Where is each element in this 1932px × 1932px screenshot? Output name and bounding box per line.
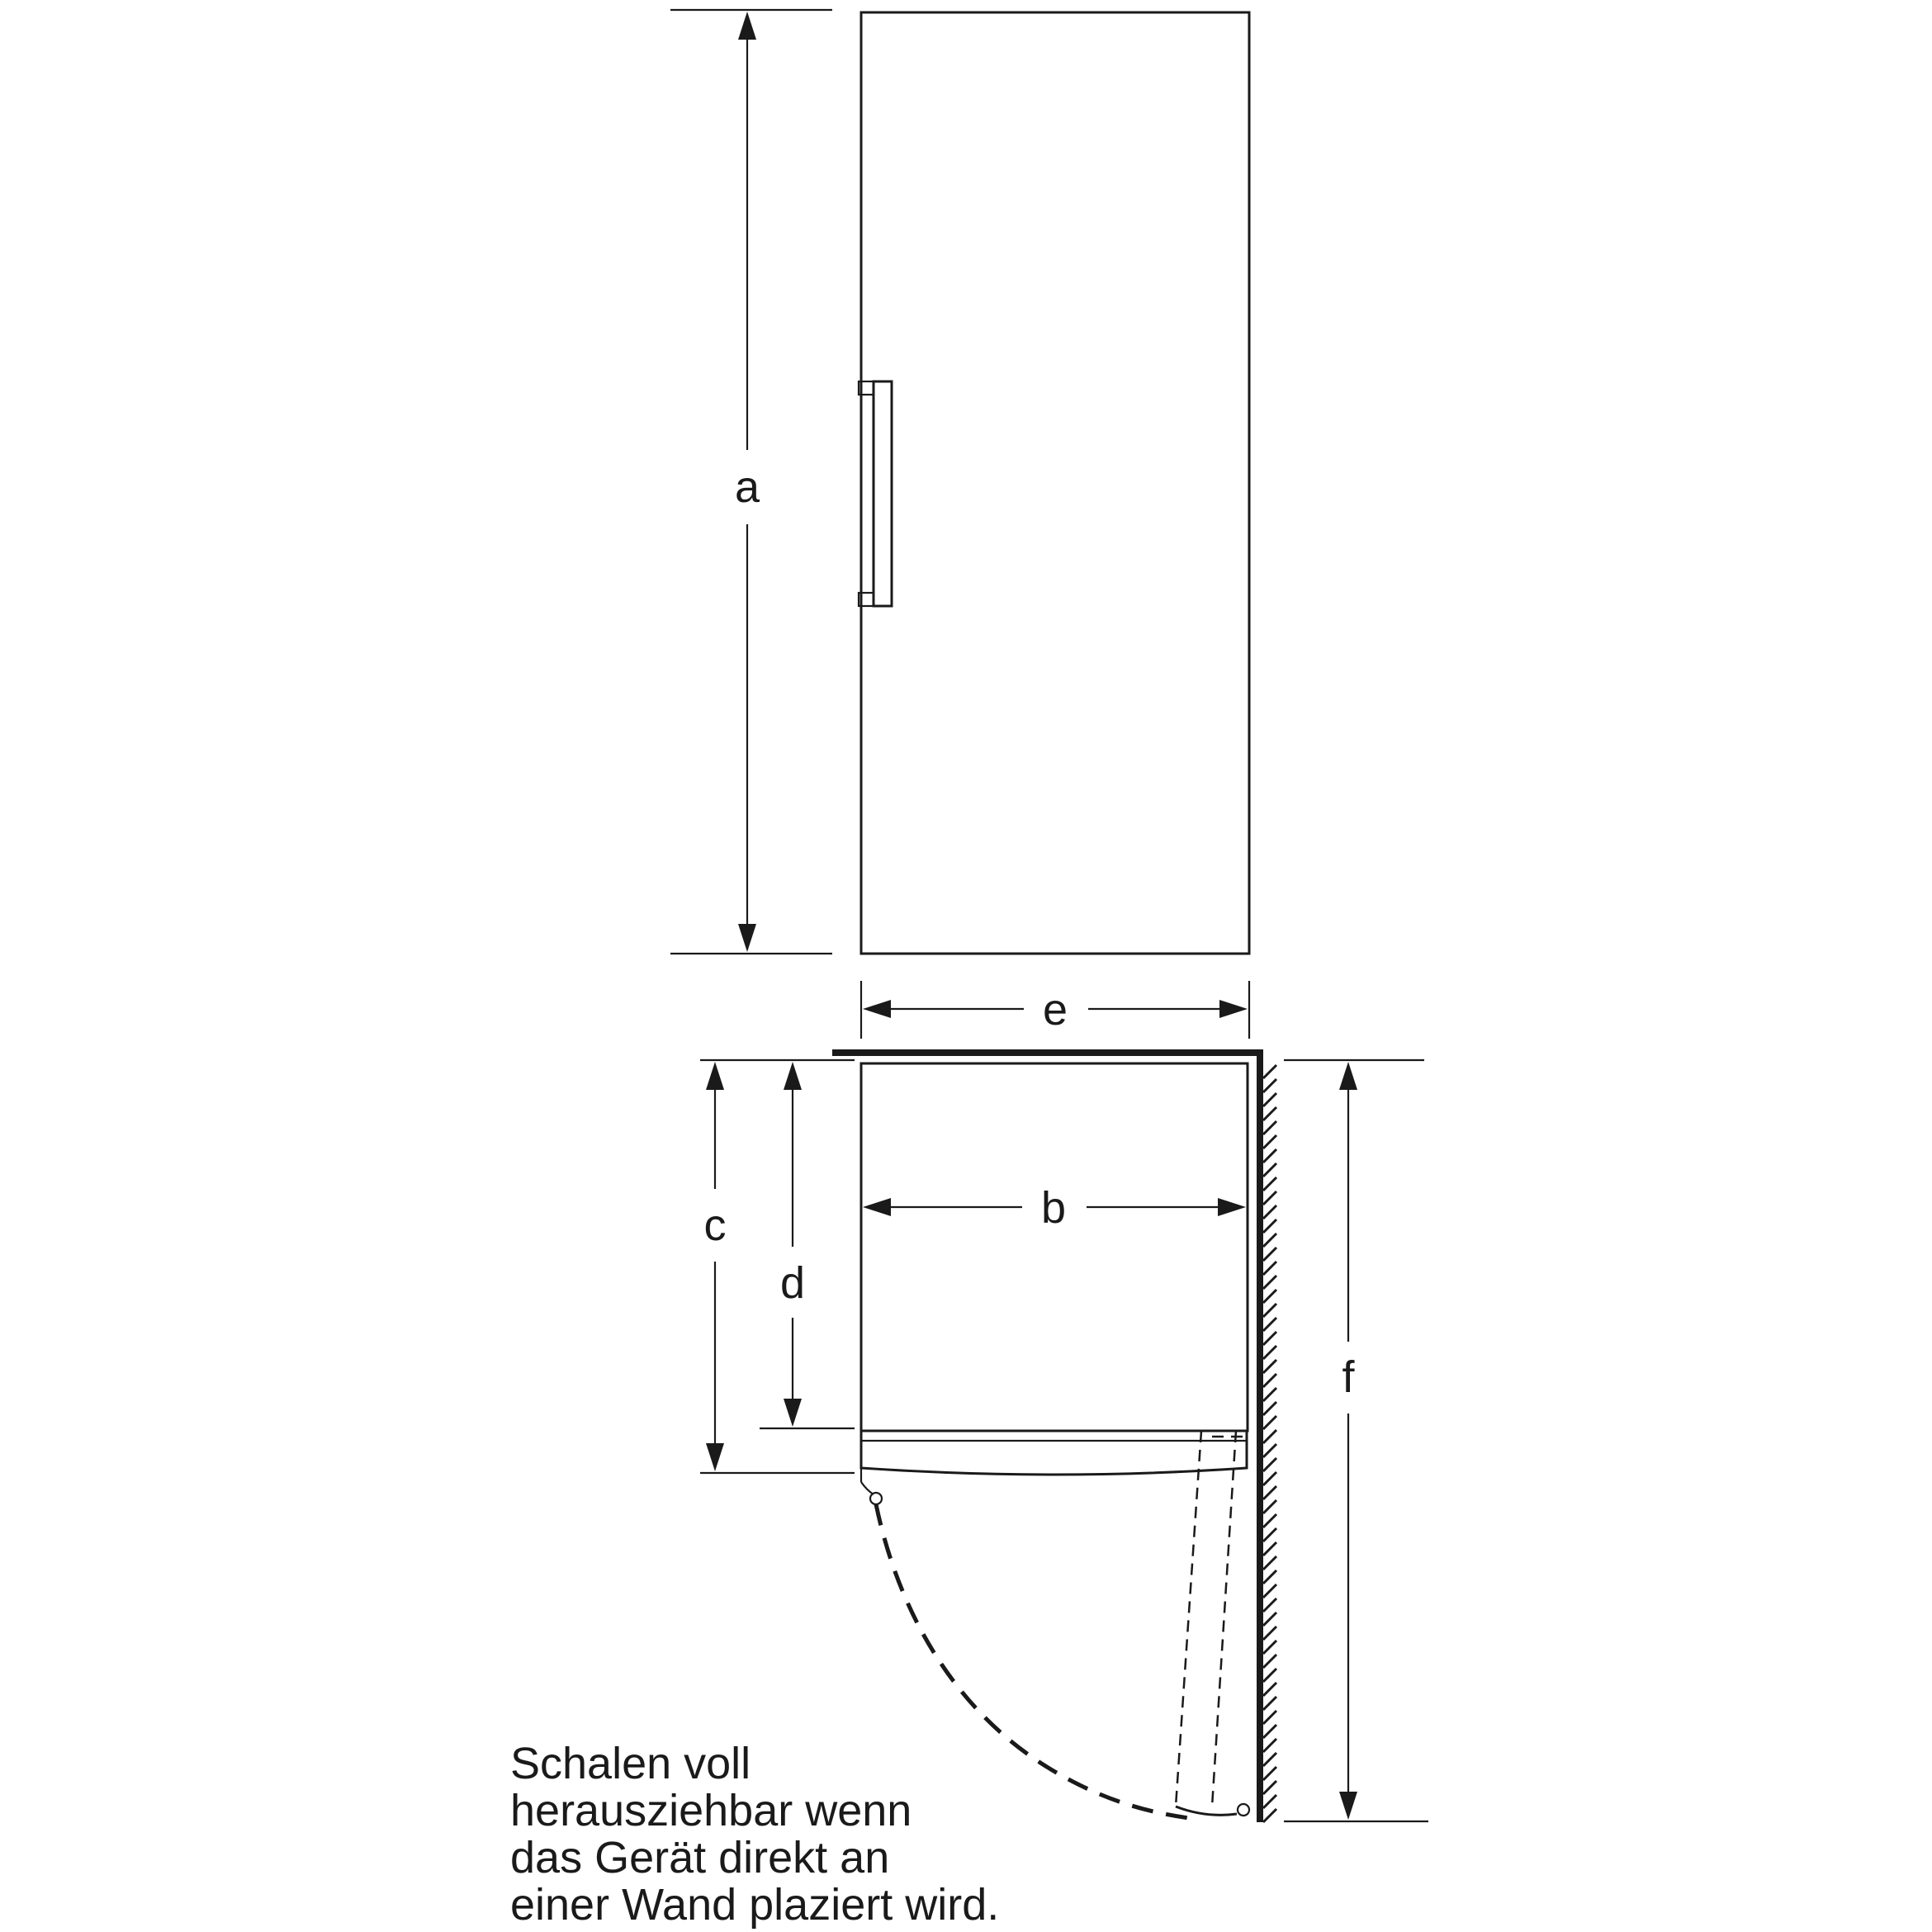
hatch-line	[1263, 1416, 1276, 1429]
hatch-line	[1263, 1107, 1276, 1120]
hatch-line	[1263, 1500, 1276, 1513]
dimension-f	[1284, 1060, 1428, 1821]
dimension-b	[863, 1183, 1246, 1233]
hatch-line	[1263, 1711, 1276, 1724]
hatch-line	[1263, 1458, 1276, 1471]
hatch-line	[1263, 1219, 1276, 1233]
top-view	[700, 1053, 1428, 1822]
dimension-label-c: c	[703, 1200, 727, 1250]
wall-hatching	[1263, 1065, 1276, 1822]
hatch-line	[1263, 1570, 1276, 1584]
hatch-line	[1263, 1556, 1276, 1570]
hatch-line	[1263, 1669, 1276, 1682]
hatch-line	[1263, 1781, 1276, 1794]
hatch-line	[1263, 1304, 1276, 1317]
front-view	[670, 10, 1249, 1039]
hatch-line	[1263, 1065, 1276, 1078]
hatch-line	[1263, 1093, 1276, 1106]
hatch-line	[1263, 1697, 1276, 1710]
dimension-d	[760, 1062, 855, 1428]
hatch-line	[1263, 1177, 1276, 1191]
door-closed	[861, 1431, 1247, 1475]
door-handle	[859, 381, 892, 606]
hatch-line	[1263, 1346, 1276, 1359]
appliance-front-outline	[861, 12, 1249, 954]
hatch-line	[1263, 1388, 1276, 1401]
hatch-line	[1263, 1191, 1276, 1205]
hatch-line	[1263, 1753, 1276, 1766]
hatch-line	[1263, 1739, 1276, 1752]
hatch-line	[1263, 1767, 1276, 1780]
hatch-line	[1263, 1627, 1276, 1640]
installation-note	[510, 1740, 1253, 1929]
hatch-line	[1263, 1683, 1276, 1696]
hatch-line	[1263, 1332, 1276, 1345]
dimension-label-f: f	[1342, 1352, 1355, 1402]
hatch-line	[1263, 1514, 1276, 1527]
note-line: einer Wand plaziert wird.	[510, 1880, 1000, 1930]
dimension-label-e: e	[1042, 985, 1068, 1035]
hatch-line	[1263, 1598, 1276, 1612]
hatch-line	[1263, 1318, 1276, 1331]
hatch-line	[1263, 1795, 1276, 1808]
hatch-line	[1263, 1121, 1276, 1134]
dimension-label-a: a	[734, 462, 760, 512]
dimension-label-d: d	[779, 1258, 806, 1308]
hatch-line	[1263, 1725, 1276, 1738]
dimension-c	[700, 1060, 855, 1473]
hatch-line	[1263, 1402, 1276, 1415]
hatch-line	[1263, 1234, 1276, 1247]
hatch-line	[1263, 1641, 1276, 1654]
hatch-line	[1263, 1262, 1276, 1275]
hatch-line	[1263, 1079, 1276, 1092]
hatch-line	[1263, 1612, 1276, 1626]
dimension-label-b: b	[1040, 1183, 1067, 1233]
hatch-line	[1263, 1290, 1276, 1303]
note-line: Schalen voll	[510, 1739, 751, 1788]
wall-edge	[836, 1053, 1260, 1819]
dimension-e	[861, 981, 1249, 1039]
hatch-line	[1263, 1276, 1276, 1289]
hatch-line	[1263, 1374, 1276, 1387]
hatch-line	[1263, 1655, 1276, 1668]
hatch-line	[1263, 1149, 1276, 1163]
hinge-left	[870, 1493, 882, 1504]
hatch-line	[1263, 1472, 1276, 1485]
hatch-line	[1263, 1248, 1276, 1261]
hatch-line	[1263, 1486, 1276, 1499]
hatch-line	[1263, 1135, 1276, 1148]
note-line: das Gerät direkt an	[510, 1833, 890, 1882]
hatch-line	[1263, 1205, 1276, 1219]
hatch-line	[1263, 1163, 1276, 1177]
hatch-line	[1263, 1542, 1276, 1556]
hatch-line	[1263, 1528, 1276, 1541]
hatch-line	[1263, 1360, 1276, 1373]
hatch-line	[1263, 1444, 1276, 1457]
hatch-line	[1263, 1809, 1276, 1822]
note-line: herausziehbar wenn	[510, 1786, 912, 1835]
dimension-a	[670, 10, 832, 954]
hatch-line	[1263, 1430, 1276, 1443]
appliance-body-outline	[861, 1063, 1248, 1431]
hatch-line	[1263, 1584, 1276, 1598]
